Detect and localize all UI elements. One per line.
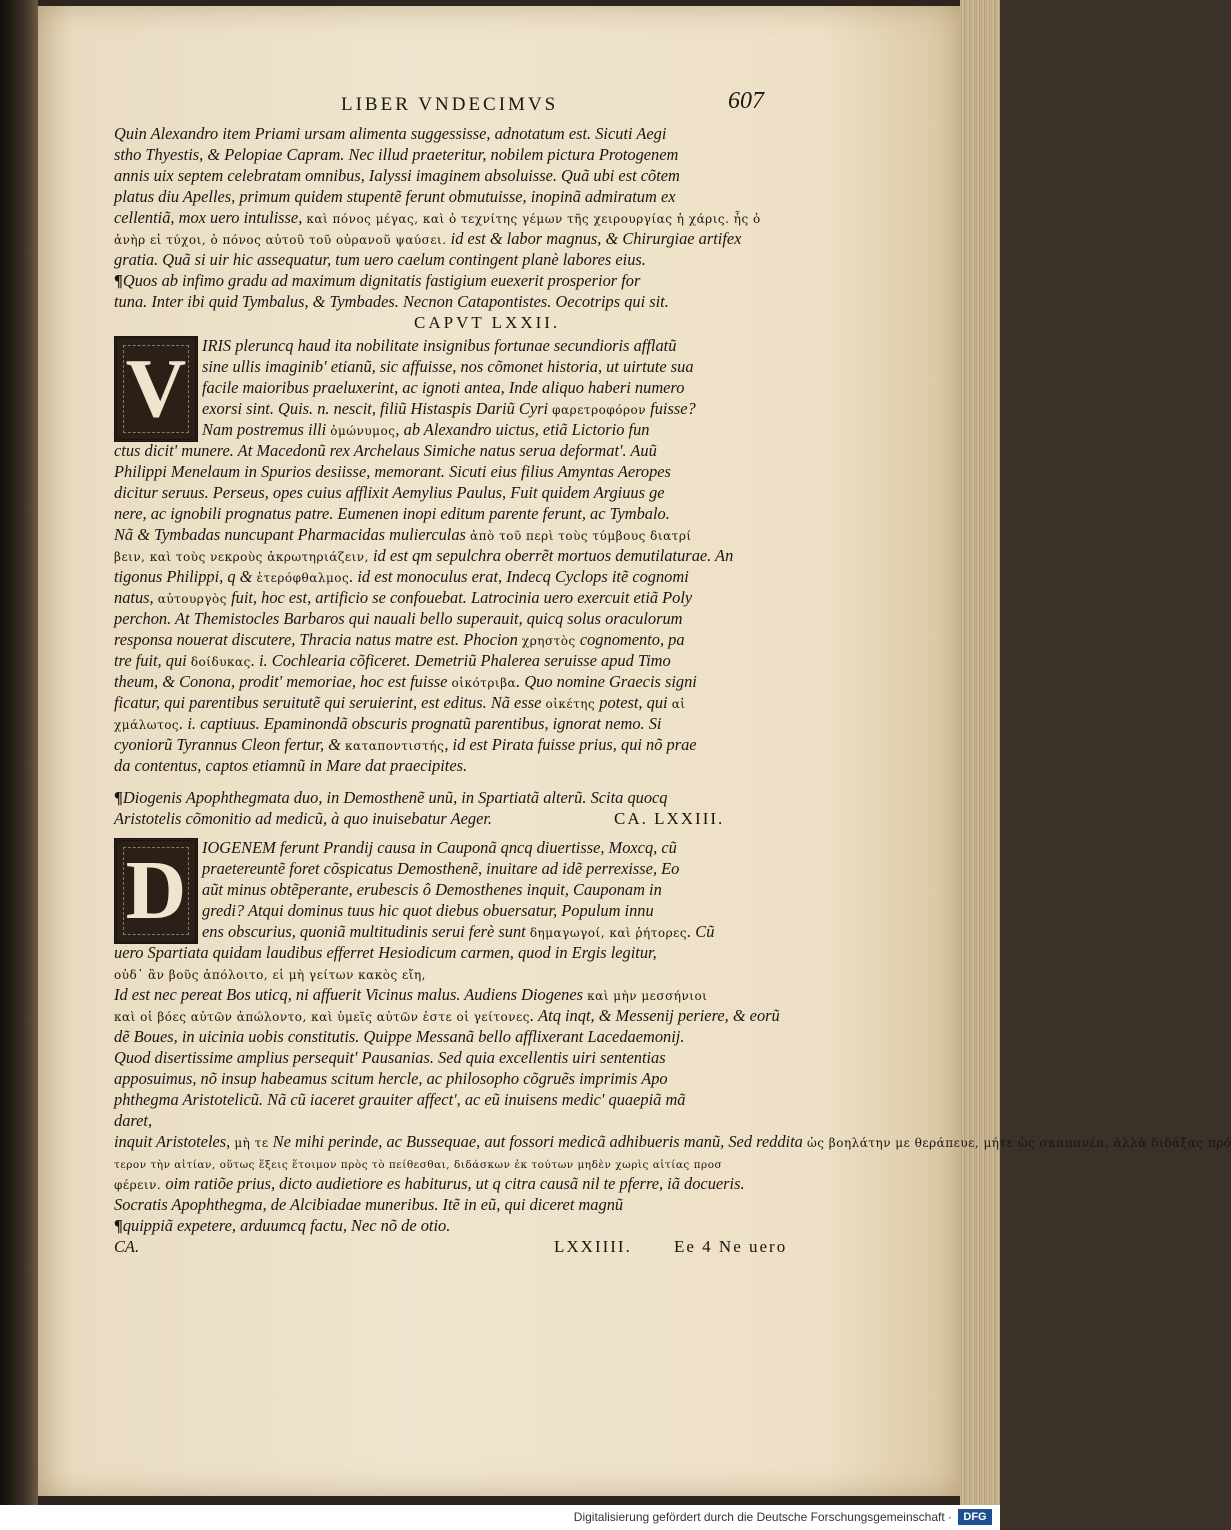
text-line: cellentiã, mox uero intulisse, καὶ πόνος μέγας, καὶ ὁ τεχνίτης γέμων τῆς χειρουργίας ἡ χάρις. ἧς ὁ bbox=[114, 208, 761, 227]
greek-quote: καὶ πόνος μέγας, καὶ ὁ τεχνίτης γέμων τῆς χειρουργίας ἡ χάρις. ἧς ὁ bbox=[306, 212, 761, 226]
text-line: facile maioribus praeluxerint, ac ignoti antea, Inde aliquo haberi numero bbox=[202, 378, 685, 397]
text-line: gratia. Quã si uir hic assequatur, tum uero caelum contingent planè labores eius. bbox=[114, 250, 646, 269]
text-line: ficatur, qui parentibus seruitutẽ qui seruierint, est editus. Nã esse οἰκέτης potest, qui αἰ bbox=[114, 693, 686, 712]
text-line: natus, αὐτουργὸς fuit, hoc est, artificio se confouebat. Latrocinia uero exercuit etiã Poly bbox=[114, 588, 693, 607]
text-line: Id est nec pereat Bos uticq, ni affuerit Vicinus malus. Audiens Diogenes καὶ μὴν μεσσήνιοι bbox=[114, 985, 708, 1004]
text-line: nere, ac ignobili prognatus patre. Eumenen inopi editum parente ferunt, ac Tymbalo. bbox=[114, 504, 670, 523]
text-line: tuna. Inter ibi quid Tymbalus, & Tymbades. Necnon Catapontistes. Oecotrips qui sit. bbox=[114, 292, 669, 311]
running-title: LIBER VNDECIMVS bbox=[341, 94, 559, 115]
text-line: perchon. At Themistocles Barbaros qui nauali bello superauit, quicq solus oraculorum bbox=[114, 609, 683, 628]
text-line: CA. bbox=[114, 1237, 140, 1256]
text-line: apposuimus, nõ insup habeamus scitum hercle, ac philosopho cõgruẽs imprimis Apo bbox=[114, 1069, 668, 1088]
text-line: cyoniorũ Tyrannus Cleon fertur, & καταποντιστής, id est Pirata fuisse prius, qui nõ prae bbox=[114, 735, 697, 754]
chapter-heading: CA. LXXIII. bbox=[614, 809, 725, 828]
decorated-initial: D bbox=[114, 838, 198, 944]
running-head bbox=[38, 88, 960, 120]
greek-quote: ἀνὴρ εἰ τύχοι, ὁ πόνος αὐτοῦ τοῦ οὐρανοῦ ψαύσει. bbox=[114, 233, 447, 247]
summary-line: ¶Quos ab infimo gradu ad maximum dignitatis fastigium euexerit prosperior for bbox=[114, 271, 641, 290]
text-line: ens obscurius, quoniã multitudinis serui ferè sunt δημαγωγοί, καὶ ῥήτορες. Cũ bbox=[202, 922, 715, 941]
page-edges bbox=[960, 0, 1000, 1505]
text-line: exorsi sint. Quis. n. nescit, filiũ Histaspis Dariũ Cyri φαρετροφόρον fuisse? bbox=[202, 399, 696, 418]
text-line: tre fuit, qui δοίδυκας. i. Cochlearia cõficeret. Demetriũ Phalerea seruisse apud Timo bbox=[114, 651, 671, 670]
text-line: sine ullis imaginib' etianũ, sic affuisse, nos cõmonet historia, ut uirtute sua bbox=[202, 357, 694, 376]
text-line: καὶ οἱ βόες αὐτῶν ἀπώλοντο, καὶ ὑμεῖς αὐτῶν ἐστε οἱ γείτονες. Atq inqt, & Messenij periere, & eorũ bbox=[114, 1006, 780, 1025]
text-line: Socratis Apophthegma, de Alcibiadae muneribus. Itẽ in eũ, qui diceret magnũ bbox=[114, 1195, 624, 1214]
text-line: IRIS pleruncq haud ita nobilitate insignibus fortunae secundioris afflatũ bbox=[202, 336, 677, 355]
binding-shadow bbox=[0, 0, 38, 1505]
footer-credit: Digitalisierung gefördert durch die Deutsche Forschungsgemeinschaft · bbox=[573, 1510, 952, 1524]
text-line: βειν, καὶ τοὺς νεκροὺς ἀκρωτηριάζειν, id est qm sepulchra oberrẽt mortuos demutilaturae. An bbox=[114, 546, 734, 565]
text-line: responsa nouerat discutere, Thracia natus matre est. Phocion χρηστὸς cognomento, pa bbox=[114, 630, 685, 649]
text-line: Quod disertissime amplius persequit' Pausanias. Sed quia excellentis uiri sententias bbox=[114, 1048, 666, 1067]
text-line: platus diu Apelles, primum quidem stupentẽ ferunt obmutuisse, inopinã admiratum ex bbox=[114, 187, 676, 206]
text-line: ἀνὴρ εἰ τύχοι, ὁ πόνος αὐτοῦ τοῦ οὐρανοῦ ψαύσει. id est & labor magnus, & Chirurgiae artifex bbox=[114, 229, 742, 248]
text-line: phthegma Aristotelicũ. Nã cũ iaceret grauiter affect', ac eũ inuisens medic' quaepiã mã bbox=[114, 1090, 686, 1109]
book-page bbox=[38, 6, 1231, 1496]
text-line: theum, & Conona, prodit' memoriae, hoc est fuisse οἰκότριβα. Quo nomine Graecis signi bbox=[114, 672, 697, 691]
text-line: οὐδ᾽ ἂν βοῦς ἀπόλοιτο, εἰ μὴ γείτων κακὸς εἴη, bbox=[114, 968, 426, 982]
decorated-initial: V bbox=[114, 336, 198, 442]
text-line: daret, bbox=[114, 1111, 153, 1130]
text-line: stho Thyestis, & Pelopiae Capram. Nec illud praeteritur, nobilem pictura Protogenem bbox=[114, 145, 679, 164]
text-line: ctus dicit' munere. At Macedonũ rex Archelaus Simiche natus serua deformat'. Auũ bbox=[114, 441, 657, 460]
folio-number: 607 bbox=[728, 88, 764, 114]
summary-line: ¶Diogenis Apophthegmata duo, in Demosthenẽ unũ, in Spartiatã alterũ. Scita quocq bbox=[114, 788, 668, 807]
chapter-number: Ee 4 Ne uero bbox=[674, 1237, 788, 1256]
text-line: φέρειν. oim ratiõe prius, dicto audietiore es habiturus, ut q citra causã nil te pferre, iã docueris. bbox=[114, 1174, 745, 1193]
chapter-heading: LXXIIII. bbox=[554, 1237, 632, 1256]
text-line: dicitur seruus. Perseus, opes cuius afflixit Aemylius Paulus, Fuit quidem Argiuus ge bbox=[114, 483, 665, 502]
digitization-footer bbox=[0, 1505, 1000, 1530]
summary-line: ¶quippiã expetere, arduumcq factu, Nec nõ de otio. bbox=[114, 1216, 451, 1235]
text-line: aũt minus obtẽperante, erubescis ô Demosthenes inquit, Cauponam in bbox=[202, 880, 662, 899]
dfg-logo: DFG bbox=[958, 1509, 992, 1525]
text-line: inquit Aristoteles, μὴ τε Ne mihi perinde, ac Bussequae, aut fossori medicã adhibueris manũ, Sed reddita ὡς βοηλάτην με θεράπευε, μήτε ὡς σκαπανέα, ἀλλὰ διδάξας πρό bbox=[114, 1132, 1231, 1151]
text-line: Quin Alexandro item Priami ursam alimenta suggessisse, adnotatum est. Sicuti Aegi bbox=[114, 124, 667, 143]
text-line: da contentus, captos etiamnũ in Mare dat praecipites. bbox=[114, 756, 468, 775]
text-line: τερον τὴν αἰτίαν, οὕτως ἕξεις ἕτοιμον πρὸς τὸ πείθεσθαι, διδάσκων ἐκ τούτων μηδὲν χωρὶς αἰτίας προσ bbox=[114, 1159, 723, 1171]
text-line: gredi? Atqui dominus tuus hic quot diebus obuersatur, Populum innu bbox=[202, 901, 654, 920]
text-line: tigonus Philippi, q & ἑτερόφθαλμος. id est monoculus erat, Indecq Cyclops itẽ cognomi bbox=[114, 567, 689, 586]
text-line: Nam postremus illi ὁμώνυμος, ab Alexandro uictus, etiã Lictorio fun bbox=[202, 420, 650, 439]
text-line: IOGENEM ferunt Prandij causa in Cauponã qncq diuertisse, Moxcq, cũ bbox=[202, 838, 677, 857]
text-line: dẽ Boues, in uicinia uobis constitutis. Quippe Messanã bello afflixerant Lacedaemonij. bbox=[114, 1027, 685, 1046]
chapter-heading: CAPVT LXXII. bbox=[414, 313, 561, 332]
text-line: annis uix septem celebratam omnibus, Ialyssi imaginem absoluisse. Quã ubi est cõtem bbox=[114, 166, 680, 185]
text-line: χμάλωτος. i. captiuus. Epaminondã obscuris prognatũ parentibus, ignorat nemo. Si bbox=[114, 714, 662, 733]
text-line: praetereuntẽ foret cõspicatus Demosthenẽ, inuitare ad idẽ perrexisse, Eo bbox=[202, 859, 680, 878]
text-line: Philippi Menelaum in Spurios desiisse, memorant. Sicuti eius filius Amyntas Aeropes bbox=[114, 462, 671, 481]
text-line: Aristotelis cõmonitio ad medicũ, à quo inuisebatur Aeger. bbox=[114, 809, 493, 828]
text-line: Nã & Tymbadas nuncupant Pharmacidas mulierculas ἀπὸ τοῦ περὶ τοὺς τύμβους διατρί bbox=[114, 525, 692, 544]
text-line: uero Spartiata quidam laudibus efferret Hesiodicum carmen, quod in Ergis legitur, bbox=[114, 943, 657, 962]
